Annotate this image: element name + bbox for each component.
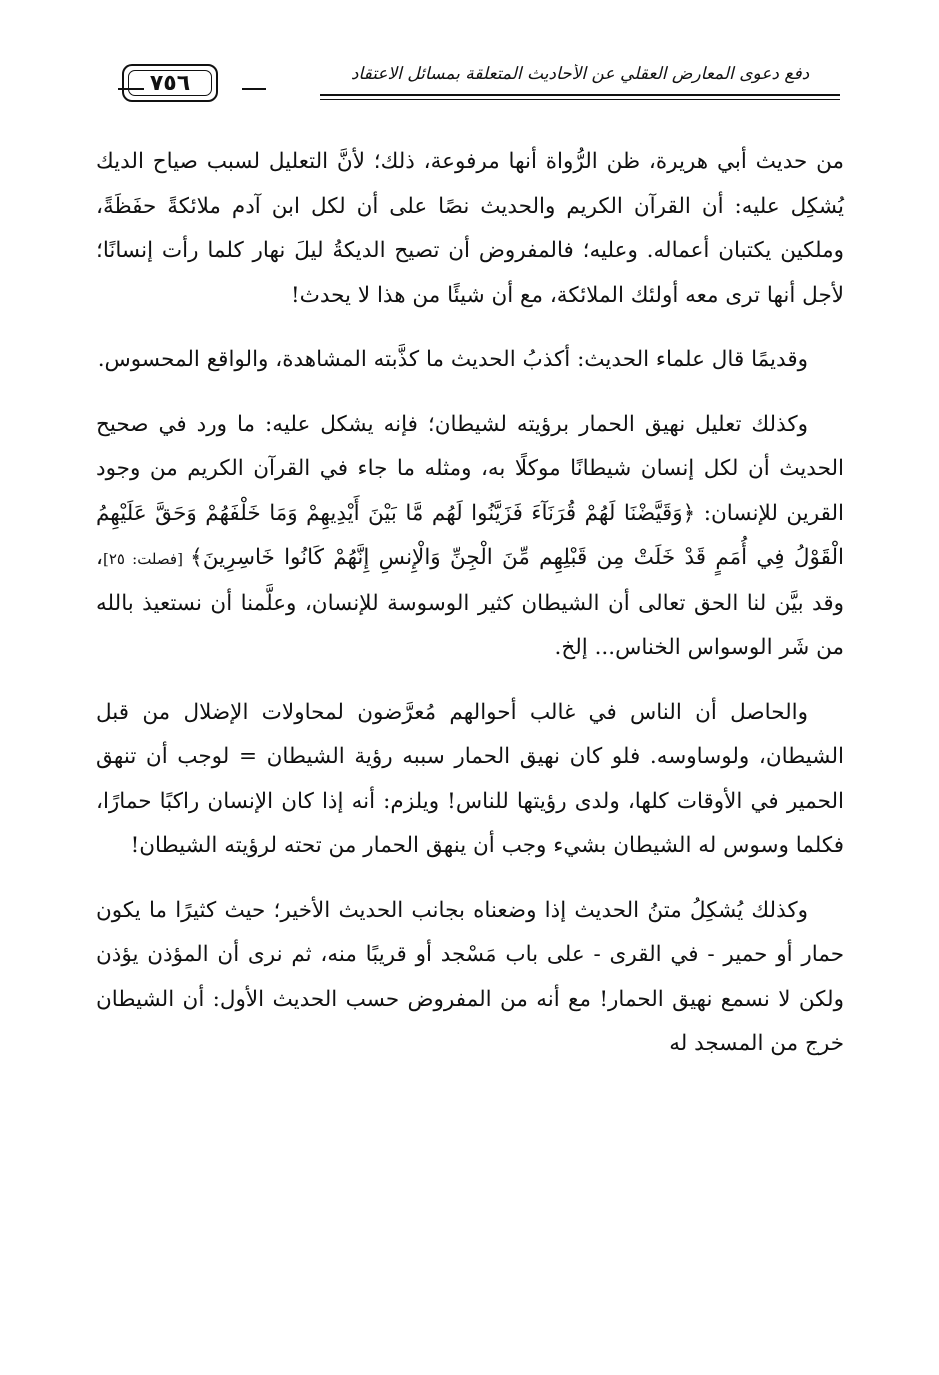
header-rule-thin (320, 99, 840, 100)
header-rule (320, 94, 840, 96)
paragraph-text: وكذلك تعليل نهيق الحمار برؤيته لشيطان؛ فإنه يشكل عليه: ما ورد في صحيح الحديث أن لكل إنسان شيطانًا موكلًا به، ومثله ما جاء في القرآن الكريم من وجود القرين للإنسان: (96, 411, 844, 526)
page-header (100, 60, 840, 116)
paragraph: وكذلك يُشكِلُ متنُ الحديث إذا وضعناه بجانب الحديث الأخير؛ حيث كثيرًا ما يكون حمار أو حمير - في القرى - على باب مَسْجد أو قريبًا منه، ثم نرى أن المؤذن يؤذن ولكن لا نسمع نهيق الحمار! مع أنه من المفروض حسب الحديث الأول: أن الشيطان خرج من المسجد له (96, 897, 844, 1056)
paragraph-text: ، وقد بيَّن لنا الحق تعالى أن الشيطان كثير الوسوسة للإنسان، وعلَّمنا أن نستعيذ بالله من شَر الوسواس الخناس... إلخ. (96, 545, 844, 660)
quran-verse: ﴿وَقَيَّضْنَا لَهُمْ قُرَنَآءَ فَزَيَّنُوا لَهُم مَّا بَيْنَ أَيْدِيهِمْ وَمَا خَلْفَهُمْ وَحَقَّ عَلَيْهِمُ الْقَوْلُ فِي أُمَمٍ قَدْ خَلَتْ مِن قَبْلِهِم مِّنَ الْجِنِّ وَالْإِنسِ إِنَّهُمْ كَانُوا خَاسِرِينَ﴾ (96, 500, 844, 570)
paragraph: والحاصل أن الناس في غالب أحوالهم مُعرَّضون لمحاولات الإضلال من قبل الشيطان، ولوساوسه. فلو كان نهيق الحمار سببه رؤية الشيطان = لوجب أن تنهق الحمير في الأوقات كلها، ولدى رؤيتها للناس! ويلزم: أنه إذا كان الإنسان راكبًا حمارًا، فكلما وسوس له الشيطان بشيء وجب أن ينهق الحمار من تحته لرؤيته الشيطان! (96, 699, 844, 858)
page-body (96, 140, 844, 1087)
paragraph: من حديث أبي هريرة، ظن الرُّواة أنها مرفوعة، ذلك؛ لأنَّ التعليل لسبب صياح الديك يُشكِل عليه: أن القرآن الكريم والحديث نصًا على أن لكل ابن آدم ملائكةً حفَظَةً، وملكين يكتبان أعماله. وعليه؛ فالمفروض أن تصيح الديكةُ ليلَ نهار كلما رأت إنسانًا؛ لأجل أنها ترى معه أولئك الملائكة، مع أن شيئًا من هذا لا يحدث! (96, 149, 844, 308)
frame-ornament (242, 88, 266, 90)
running-title: دفع دعوى المعارض العقلي عن الأحاديث المتعلقة بمسائل الاعتقاد (350, 64, 810, 84)
paragraph: وقديمًا قال علماء الحديث: أكذبُ الحديث ما كذَّبته المشاهدة، والواقع المحسوس. (97, 347, 808, 372)
page-number: ٧٥٦ (128, 70, 212, 96)
page-number-frame (122, 64, 218, 102)
verse-reference: [فصلت: ٢٥] (102, 550, 191, 568)
paragraph-with-verse (96, 403, 844, 671)
